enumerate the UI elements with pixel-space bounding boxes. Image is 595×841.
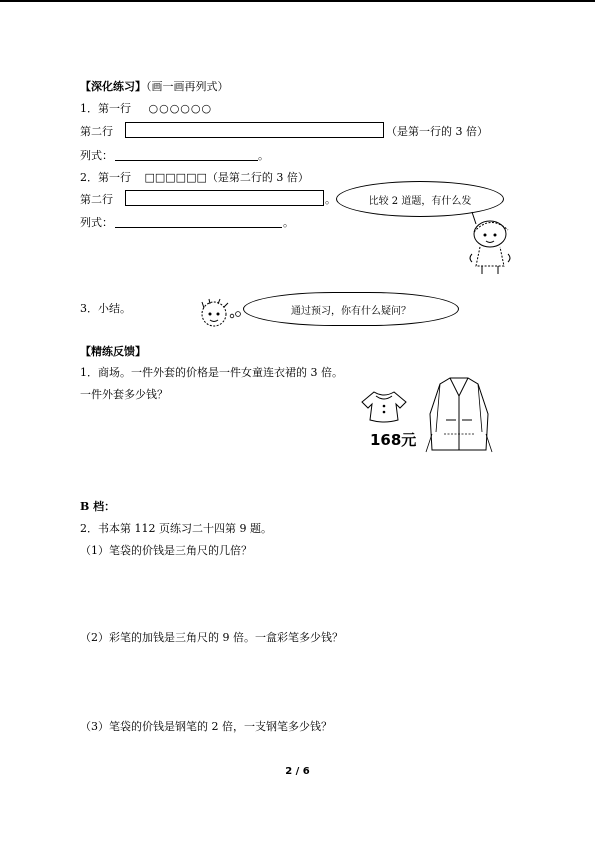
q1-label: 1．第一行 [80, 102, 131, 115]
child-dress-icon [358, 388, 410, 426]
deepen-heading: 【深化练习】 [80, 80, 146, 93]
summary-bubble-text: 通过预习，你有什么疑问？ [291, 305, 411, 317]
q1-formula-line[interactable] [115, 160, 258, 161]
top-rule [0, 0, 595, 2]
partB-sub3: （3）笔袋的价钱是钢笔的 2 倍，一支钢笔多少钱？ [80, 720, 332, 733]
feedback-q1-line2: 一件外套多少钱？ [80, 388, 168, 401]
q2-formula-end: 。 [283, 216, 294, 229]
q2-formula-label: 列式： [80, 216, 113, 229]
q1-row2-suffix: （是第一行的 3 倍） [386, 125, 488, 138]
boy-face-icon [196, 298, 244, 330]
q2-row2-drawing-box[interactable] [125, 190, 324, 206]
circles-row: ○○○○○○ [148, 102, 213, 115]
q2-formula-line[interactable] [115, 227, 282, 228]
summary-label: 3．小结。 [80, 302, 131, 315]
deepen-heading-line [80, 80, 229, 93]
deepen-note: （画一画再列式） [146, 80, 229, 93]
partB-q2: 2．书本第 112 页练习二十四第 9 题。 [80, 522, 272, 535]
partB-sub1: （1）笔袋的价钱是三角尺的几倍？ [80, 544, 252, 557]
q2-row2-label: 第二行 [80, 193, 113, 206]
coat-icon [422, 374, 496, 454]
q1-first-row [80, 102, 212, 115]
q2-first-row [80, 171, 309, 184]
page-number: 2 / 6 [285, 766, 310, 777]
price-label: 168元 [370, 431, 417, 449]
q1-formula-end: 。 [258, 149, 269, 162]
squares-row: □□□□□□（是第二行的 3 倍） [144, 171, 309, 184]
q1-formula-label: 列式： [80, 149, 113, 162]
q1-row2-drawing-box[interactable] [125, 122, 384, 138]
think-bubble-text: 比较 2 道题，有什么发 [368, 195, 472, 207]
feedback-heading: 【精练反馈】 [80, 345, 146, 358]
q2-label: 2．第一行 [80, 171, 131, 184]
summary-bubble [243, 292, 459, 326]
q2-row2-end: 。 [325, 193, 336, 206]
q1-row2-label: 第二行 [80, 125, 113, 138]
partB-sub2: （2）彩笔的加钱是三角尺的 9 倍。一盒彩笔多少钱？ [80, 631, 343, 644]
partB-heading: B 档： [80, 500, 116, 513]
feedback-q1-line1: 1．商场。一件外套的价格是一件女童连衣裙的 3 倍。 [80, 366, 343, 379]
girl-thinking-icon [462, 208, 522, 280]
